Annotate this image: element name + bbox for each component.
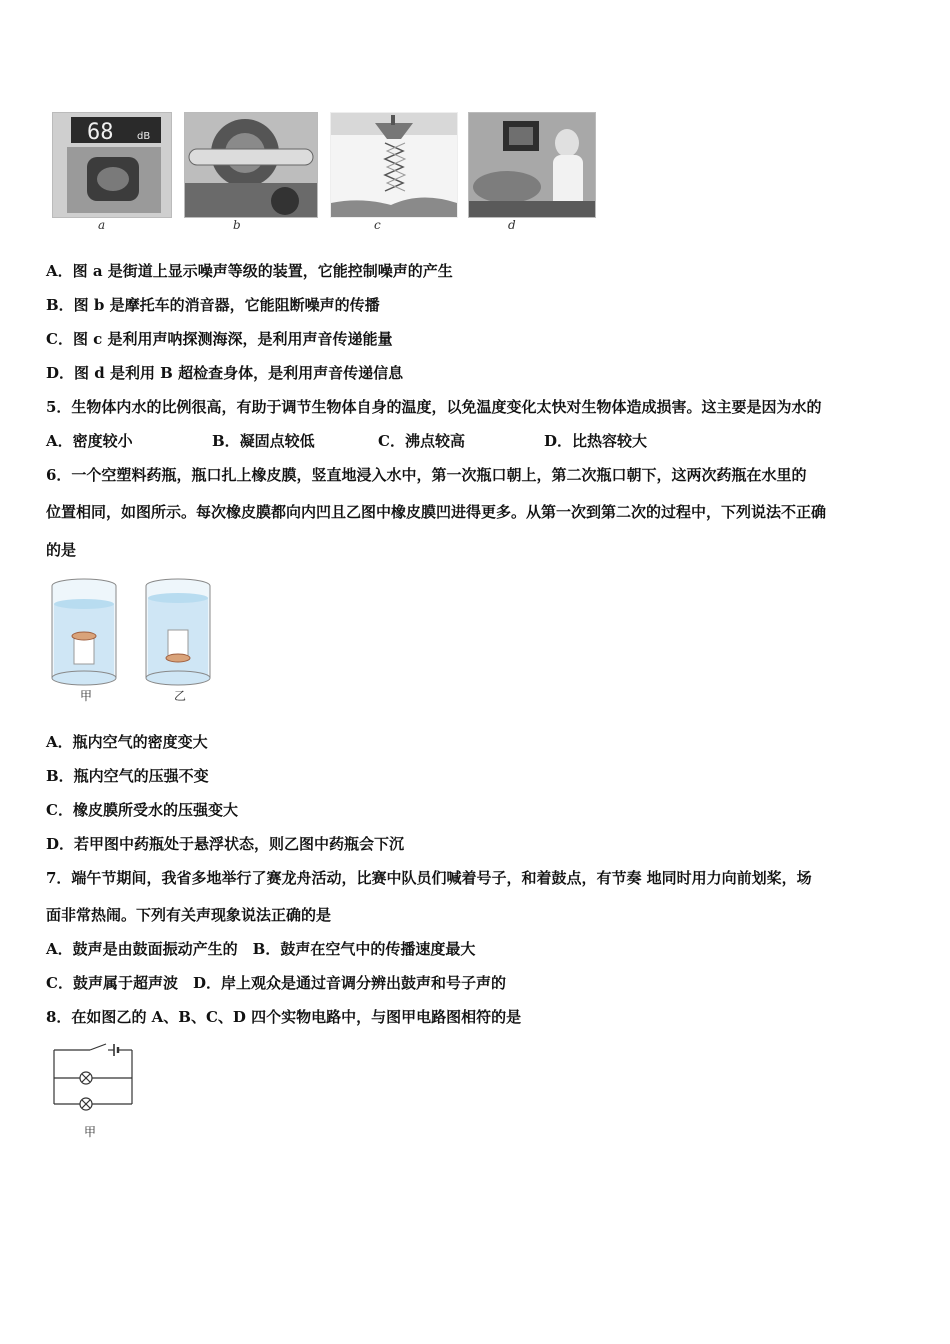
q5-option-b: B．凝固点较低 [212,432,315,450]
q5-option-a: A．密度较小 [46,432,133,450]
q6-option-a: A．瓶内空气的密度变大 [46,733,208,751]
caption-d: d [508,218,516,232]
ultrasound-image [469,113,595,217]
noise-meter-image [53,113,171,217]
muffler-image [185,113,317,217]
figure-label-jia-circuit: 甲 [84,1125,97,1139]
q6-stem-line-2: 位置相同，如图所示。每次橡皮膜都向内凹且乙图中橡皮膜凹进得更多。从第一次到第二次的过程中，下列说法不正确 [46,503,827,521]
beaker-jia [52,579,116,685]
meter-reading: 68 [87,120,114,145]
q5-option-d: D．比热容较大 [544,432,648,450]
q7-options-line-2: C．鼓声属于超声波 D．岸上观众是通过音调分辨出鼓声和号子声的 [46,974,506,992]
photo-d-ultrasound [468,112,596,218]
meter-unit: dB [137,131,151,142]
q6-stem-line-3: 的是 [46,541,77,559]
q6-figure-beakers [46,574,226,710]
q7-stem-line-1: 7．端午节期间，我省多地举行了赛龙舟活动，比赛中队员们喊着号子，和着鼓点，有节奏 地同时用力向前划桨，场 [46,869,812,887]
q8-circuit-diagram [50,1040,140,1144]
q8-stem: 8．在如图乙的 A、B、C、D 四个实物电路中，与图甲电路图相符的是 [46,1008,522,1026]
caption-c: c [374,218,381,232]
q4-option-d: D．图 d 是利用 B 超检查身体，是利用声音传递信息 [46,364,404,382]
figure-label-jia: 甲 [80,689,93,703]
q5-stem: 5．生物体内水的比例很高，有助于调节生物体自身的温度，以免温度变化太快对生物体造成损害。这主要是因为水的 [46,398,822,416]
caption-b: b [233,218,241,232]
q4-option-a: A．图 a 是街道上显示噪声等级的装置，它能控制噪声的产生 [46,262,453,280]
q5-options [46,431,647,451]
q4-option-c: C．图 c 是利用声呐探测海深，是利用声音传递能量 [46,330,393,348]
photo-c-sonar [330,112,458,218]
q5-option-c: C．沸点较高 [378,432,465,450]
caption-a: a [98,218,106,232]
switch-symbol [90,1044,106,1050]
q7-stem-line-2: 面非常热闹。下列有关声现象说法正确的是 [46,906,332,924]
q4-option-b: B．图 b 是摩托车的消音器，它能阻断噪声的传播 [46,296,380,314]
q7-options-line-1: A．鼓声是由鼓面振动产生的 B．鼓声在空气中的传播速度最大 [46,940,476,958]
sonar-image [331,113,457,217]
q6-option-c: C．橡皮膜所受水的压强变大 [46,801,238,819]
photo-a-noise-meter [52,112,172,218]
photo-b-muffler [184,112,318,218]
q6-stem-line-1: 6．一个空塑料药瓶，瓶口扎上橡皮膜，竖直地浸入水中，第一次瓶口朝上，第二次瓶口朝下，这两次药瓶在水里的 [46,466,807,484]
figure-label-yi: 乙 [174,689,187,703]
q6-option-d: D．若甲图中药瓶处于悬浮状态，则乙图中药瓶会下沉 [46,835,405,853]
q6-option-b: B．瓶内空气的压强不变 [46,767,209,785]
beaker-yi [146,579,210,685]
